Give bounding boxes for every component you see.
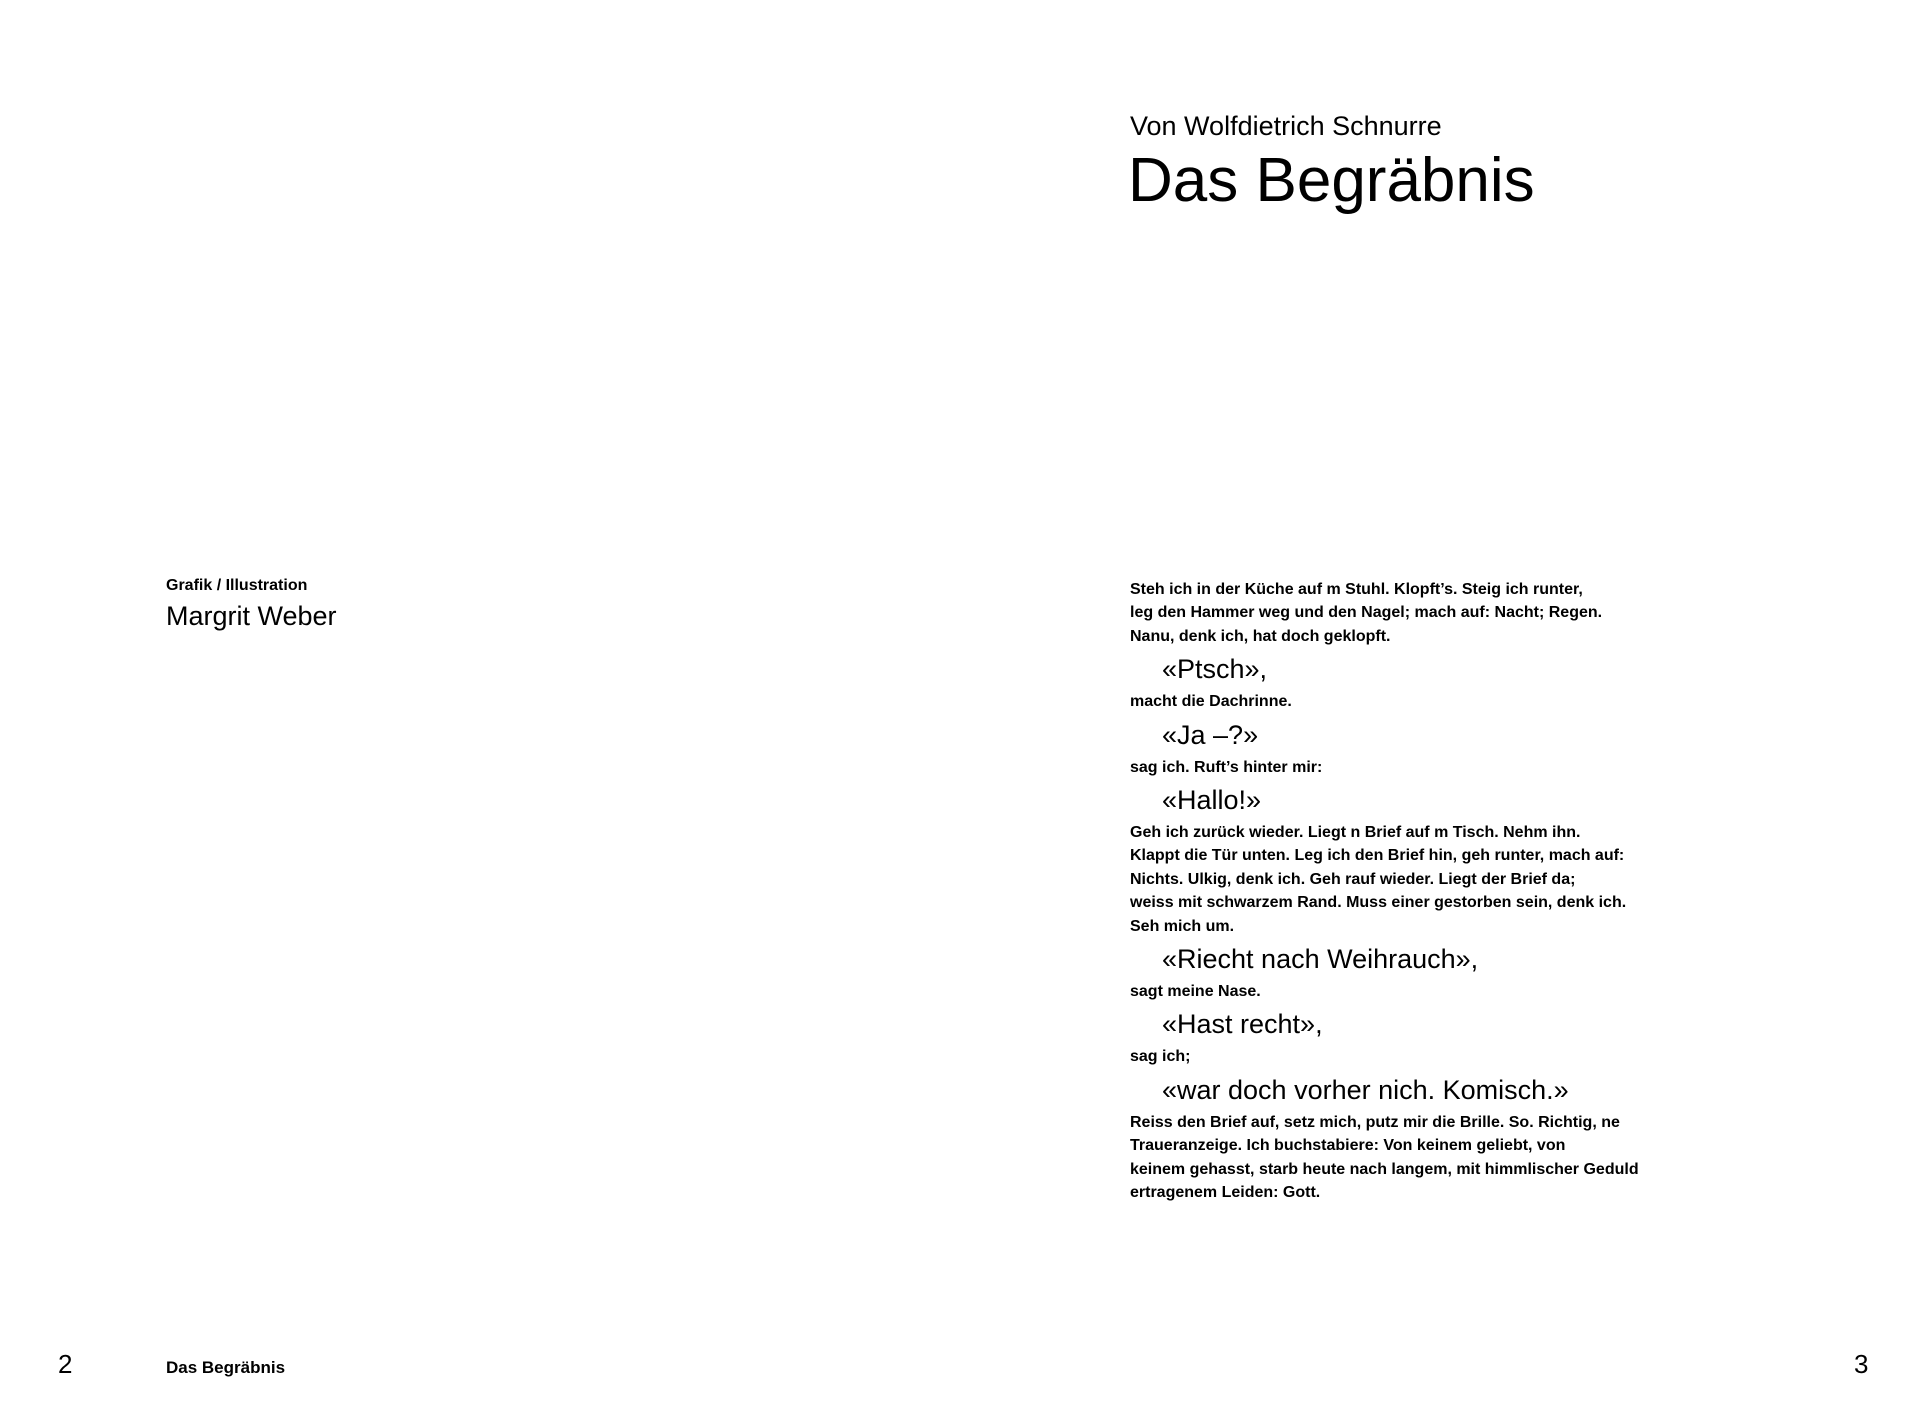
body-text-line: leg den Hammer weg und den Nagel; mach auf: Nacht; Regen. xyxy=(1130,604,1603,622)
page-number-left: 2 xyxy=(58,1349,73,1379)
illustrator-name: Margrit Weber xyxy=(166,601,337,631)
body-text-line: Reiss den Brief auf, setz mich, putz mir die Brille. So. Richtig, ne xyxy=(1130,1113,1620,1131)
body-text-line: keinem gehasst, starb heute nach langem, mit himmlischer Geduld xyxy=(1130,1160,1639,1178)
story-title: Das Begräbnis xyxy=(1128,146,1535,215)
body-text-line: Klappt die Tür unten. Leg ich den Brief hin, geh runter, mach auf: xyxy=(1130,847,1625,865)
dialogue-line: «Riecht nach Weihrauch», xyxy=(1162,944,1479,975)
page-number-right: 3 xyxy=(1854,1349,1869,1379)
body-text-line: Nichts. Ulkig, denk ich. Geh rauf wieder. Liegt der Brief da; xyxy=(1130,870,1576,888)
dialogue-line: «Hast recht», xyxy=(1162,1009,1323,1040)
body-text-line: Traueranzeige. Ich buchstabiere: Von keinem geliebt, von xyxy=(1130,1137,1566,1155)
body-text-line: Seh mich um. xyxy=(1130,917,1235,935)
body-text-line: Geh ich zurück wieder. Liegt n Brief auf m Tisch. Nehm ihn. xyxy=(1130,824,1581,842)
body-text-line: weiss mit schwarzem Rand. Muss einer gestorben sein, denk ich. xyxy=(1130,894,1627,912)
body-text-line: Nanu, denk ich, hat doch geklopft. xyxy=(1130,627,1391,645)
body-text-line: macht die Dachrinne. xyxy=(1130,693,1292,711)
body-text-line: ertragenem Leiden: Gott. xyxy=(1130,1184,1321,1202)
body-text-line: sagt meine Nase. xyxy=(1130,983,1261,1001)
author-byline: Von Wolfdietrich Schnurre xyxy=(1130,111,1442,141)
body-text-line: Steh ich in der Küche auf m Stuhl. Klopft’s. Steig ich runter, xyxy=(1130,581,1583,598)
running-footer-title: Das Begräbnis xyxy=(166,1358,286,1377)
dialogue-line: «Hallo!» xyxy=(1162,785,1262,816)
dialogue-line: «Ja –?» xyxy=(1162,719,1259,750)
body-text-line: sag ich; xyxy=(1130,1048,1191,1066)
illustration-credit-label: Grafik / Illustration xyxy=(166,577,308,594)
dialogue-line: «Ptsch», xyxy=(1162,654,1268,685)
story-body xyxy=(1130,578,1730,1205)
body-text-line: sag ich. Ruft’s hinter mir: xyxy=(1130,758,1323,776)
dialogue-line: «war doch vorher nich. Komisch.» xyxy=(1162,1074,1569,1105)
